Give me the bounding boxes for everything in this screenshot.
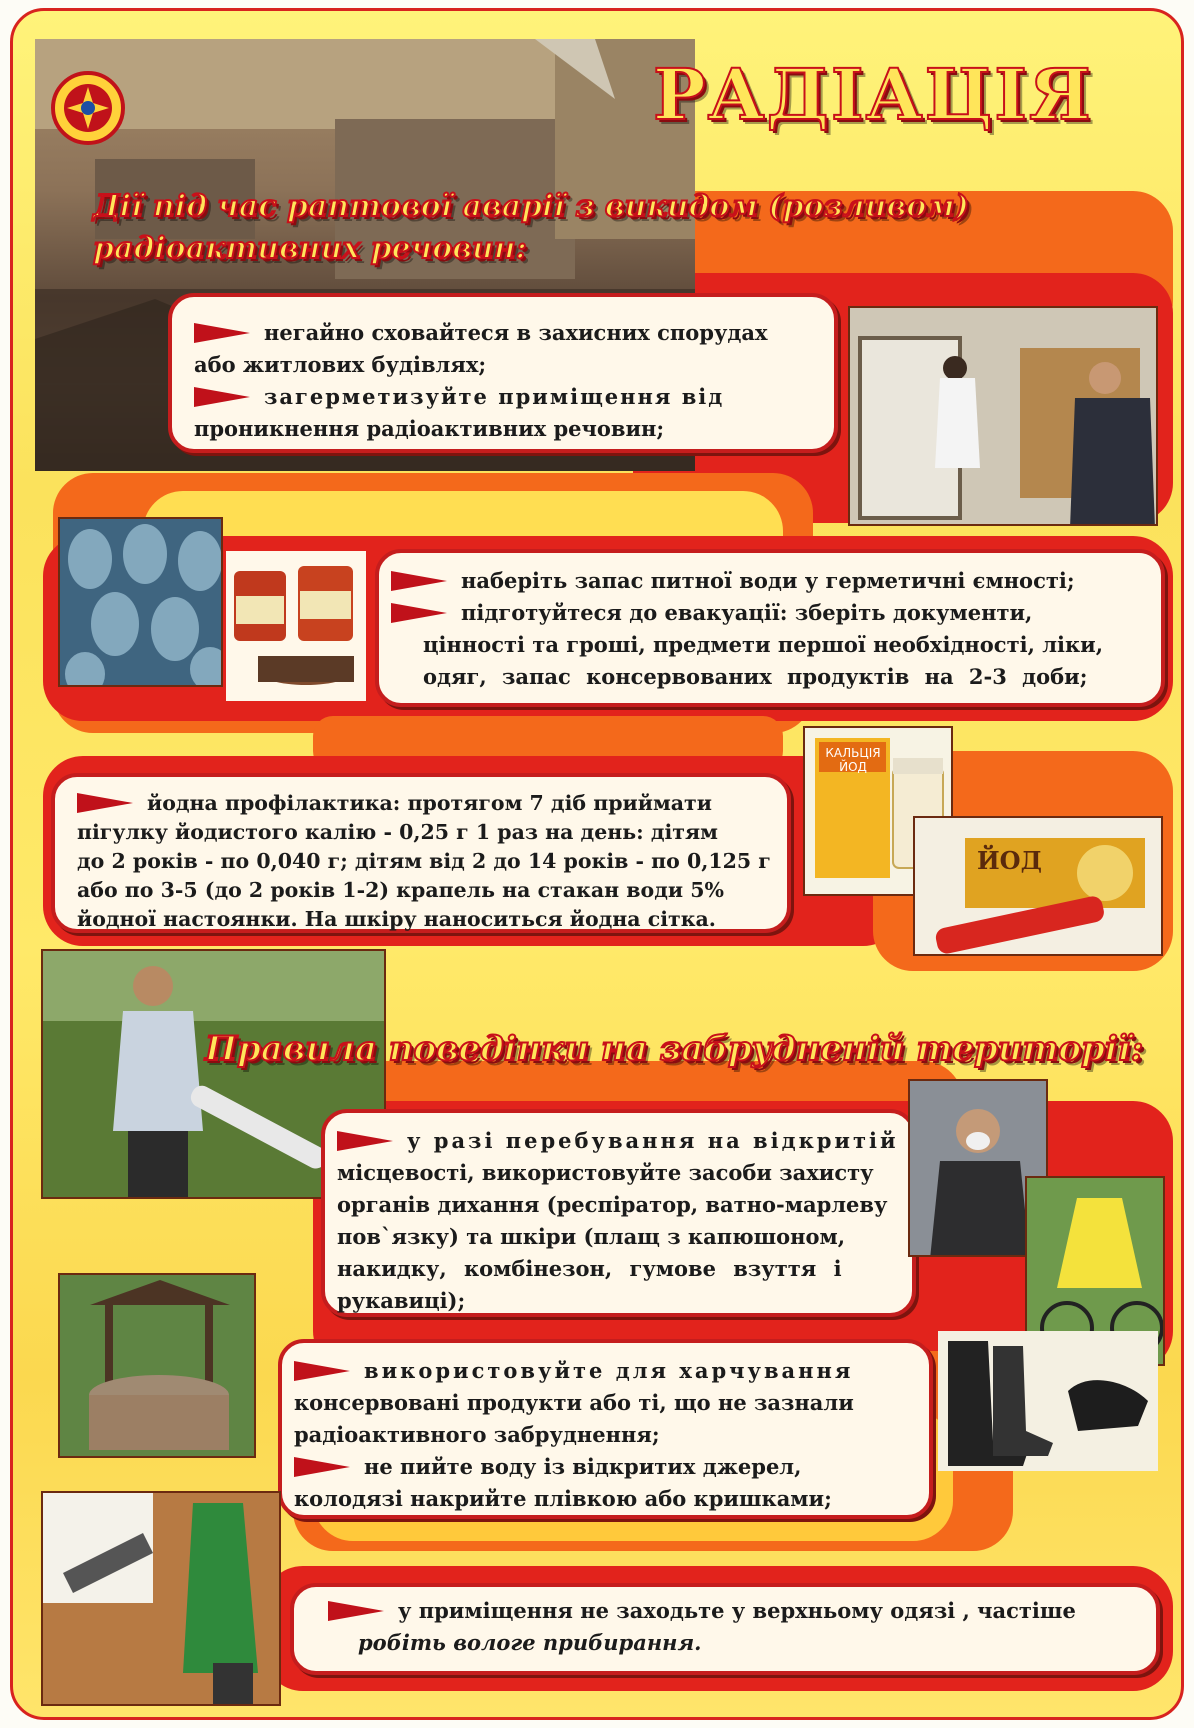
arrow-icon xyxy=(391,603,447,623)
instruction-box-iodine xyxy=(51,773,791,933)
iodine-pencil-label: ЙОД xyxy=(977,846,1042,875)
text-line: консервовані продукти або ті, що не зазнали xyxy=(294,1390,854,1415)
well-photo xyxy=(58,1273,256,1458)
instruction-box-shelter xyxy=(168,293,838,453)
civil-defence-emblem xyxy=(51,71,125,145)
text-line: органів дихання (респіратор, ватно-марлеву xyxy=(337,1192,888,1217)
text-line: або по 3-5 (до 2 років 1-2) крапель на стакан води 5% xyxy=(77,878,724,902)
text-line: не пийте воду із відкритих джерел, xyxy=(364,1454,802,1479)
text-line: рукавиці); xyxy=(337,1288,466,1313)
sealing-windows-photo xyxy=(848,306,1158,526)
arrow-icon xyxy=(337,1131,393,1151)
arrow-icon xyxy=(194,323,250,343)
text-line: підготуйтеся до евакуації: зберіть документи, xyxy=(461,600,1033,625)
text-line: робіть вологе прибирання. xyxy=(358,1630,702,1655)
text-line: накидку, комбінезон, гумове взуття і xyxy=(337,1256,842,1281)
text-line: йодної настоянки. На шкіру наноситься йодна сітка. xyxy=(77,907,716,931)
text-line: місцевості, використовуйте засоби захисту xyxy=(337,1160,874,1185)
instruction-box-indoor xyxy=(290,1583,1160,1675)
text-line: загерметизуйте приміщення від xyxy=(264,384,725,409)
instruction-box-food-water xyxy=(278,1339,933,1519)
text-line: до 2 років - по 0,040 г; дітям від 2 до 14 років - по 0,125 г xyxy=(77,849,771,873)
iodine-pencil-photo xyxy=(913,816,1163,956)
text-line: одяг, запас консервованих продуктів на 2-3 доби; xyxy=(423,664,1088,689)
instruction-box-protection xyxy=(321,1109,916,1317)
text-line: цінності та гроші, предмети першої необхідності, ліки, xyxy=(423,632,1104,657)
water-bottles-photo xyxy=(58,517,223,687)
text-line: йодна профілактика: протягом 7 діб приймати xyxy=(147,791,712,815)
text-line: пігулку йодистого калію - 0,25 г 1 раз на день: дітям xyxy=(77,820,718,844)
text-line: негайно сховайтеся в захисних спорудах xyxy=(264,320,768,345)
poster-title: РАДІАЦІЯ xyxy=(653,53,1093,136)
text-line: використовуйте для харчування xyxy=(364,1358,854,1383)
section2-title: Правила поведінки на забрудненій території: xyxy=(205,1029,1144,1069)
text-line: у приміщення не заходьте у верхньому одязі , частіше xyxy=(398,1598,1076,1623)
text-line: радіоактивного забруднення; xyxy=(294,1422,660,1447)
text-line: у разі перебування на відкритій xyxy=(407,1128,899,1153)
cleaning-photo xyxy=(41,1491,281,1706)
instruction-box-water-evacuation xyxy=(375,549,1165,707)
arrow-icon xyxy=(391,571,447,591)
text-line: колодязі накрийте плівкою або кришками; xyxy=(294,1486,832,1511)
poster-sheet xyxy=(10,8,1184,1720)
section1-title-line2: радіоактивних речовин: xyxy=(93,231,527,266)
text-line: або житлових будівлях; xyxy=(194,352,487,377)
arrow-icon xyxy=(328,1601,384,1621)
arrow-icon xyxy=(294,1361,350,1381)
canned-food-photo xyxy=(226,551,366,701)
arrow-icon xyxy=(194,387,250,407)
text-line: пов`язку) та шкіри (плащ з капюшоном, xyxy=(337,1224,846,1249)
text-line: проникнення радіоактивних речовин; xyxy=(194,416,665,441)
arrow-icon xyxy=(77,793,133,813)
arrow-icon xyxy=(294,1457,350,1477)
boots-gloves-photo xyxy=(938,1331,1158,1471)
text-line: наберіть запас питної води у герметичні ємності; xyxy=(461,568,1075,593)
section1-title-line1: Дії під час раптової аварії з викидом (розливом) xyxy=(93,189,969,224)
calcium-iodine-label: КАЛЬЦІЯ ЙОД xyxy=(825,746,881,774)
